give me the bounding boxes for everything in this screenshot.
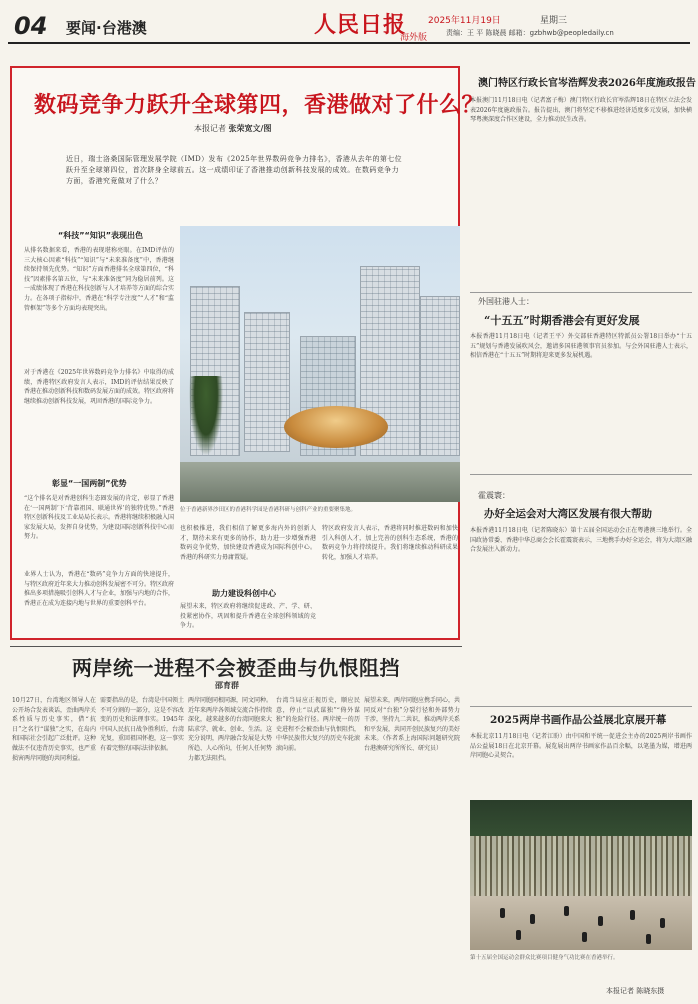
feature-column-4: 业界人士认为，香港在“数码”竞争力方面的快速提升，与特区政府近年来大力推动创科发展密不可分。特区政府推出多项措施吸引创科人才与企业，加强与内地的合作，香港正在成为连接内地与世界的重要创科平台。 <box>24 571 174 607</box>
logo-suffix: 海外版 <box>400 33 428 43</box>
performer <box>646 934 651 944</box>
performer <box>564 906 569 916</box>
issue-date: 2025年11月19日 <box>428 16 501 26</box>
games-text: 本报香港11月18日电（记者陈晓东）第十五届全国运动会正在粤港澳三地举行。全国政协常委、香港中华总商会会长霍震寰表示，三地携手办好全运会，将为大湾区融合发展注入新动力。 <box>470 527 692 554</box>
masthead <box>8 6 690 44</box>
exhibition-text: 本报北京11月18日电（记者江盼）由中国和平统一促进会主办的2025两岸书画作品公益展18日在北京开幕。展览展出两岸书画家作品百余幅，以笔墨为媒，增进两岸同胞心灵契合。 <box>470 733 692 760</box>
palm-tree <box>186 376 226 466</box>
divider <box>10 646 462 647</box>
feature-title: 数码竞争力跃升全球第四，香港做对了什么？ <box>34 92 485 118</box>
building <box>420 296 460 456</box>
arena-floor <box>470 896 692 950</box>
divider <box>470 706 692 707</box>
cross-strait-col-3: 两岸同胞同根同源，同文同种。近年来两岸各领域交流合作持续深化，越来越多的台湾同胞来大陆求学、就业、创业、生活。这充分说明，两岸融合发展是大势所趋、人心所向，任何人任何势力都无法阻挡。 <box>188 697 272 762</box>
cross-strait-author: 邵育群 <box>215 681 239 690</box>
feature-column-5: 也积极推进，我们相信了解更多海内外的创新人才，期待未来有更多的协作，助力进一步增强香港数码竞争优势，加快建设香港成为国际科创中心。香港的科研实力毋庸置疑。 <box>180 525 316 561</box>
golden-dome-building <box>284 406 388 448</box>
section-name: 要闻·台港澳 <box>66 19 147 37</box>
editors-line: 责编：王 平 陈晓晨 邮箱：gzbhwb@peopledaily.cn <box>446 29 614 37</box>
photo-caption: 位于香港新界沙田区的香港科学园是香港科研与创科产业的重要聚集地。 <box>180 507 357 513</box>
performer <box>500 908 505 918</box>
feature-lead: 近日，瑞士洛桑国际管理发展学院（IMD）发布《2025年世界数码竞争力排名》，香港从去年的第七位跃升至全球第四位，首次跻身全球前五。这一成绩印证了香港推动创新科技发展的成效。在数码竞争力方面，香港究竟做对了什么？ <box>66 155 403 185</box>
subhead-tech-knowledge: “科技”“知识”表现出色 <box>58 231 144 240</box>
photo2-caption: 第十五届全国运动会群众比赛项目健身气功比赛在香港举行。 <box>470 955 619 961</box>
subhead-science-center: 助力建设科创中心 <box>212 589 276 598</box>
feature-byline <box>194 123 271 134</box>
performer <box>516 930 521 940</box>
divider <box>470 292 692 293</box>
audience <box>470 836 692 896</box>
feature-article <box>10 66 485 640</box>
cross-strait-col-5: 展望未来，两岸同胞应携手同心，共同反对“台独”分裂行径和外部势力干涉，坚持九二共识，推动两岸关系和平发展，共同开创民族复兴的美好未来。（作者系上海国际问题研究院台港澳研究所所长、研究员） <box>364 697 460 752</box>
photo2-credit: 本报记者 陈晓东摄 <box>606 987 665 995</box>
subhead-one-country: 彰显“一国两制”优势 <box>52 479 127 488</box>
byline-name: 张荣宽文/图 <box>228 124 272 133</box>
performer <box>630 910 635 920</box>
performer <box>598 916 603 926</box>
hk-foreigners-text: 本报香港11月18日电（记者王平）外交部驻香港特区特派员公署18日举办“十五五”规划与香港发展吹风会，邀请多国驻港领事官员参加。与会外国驻港人士表示，相信香港在“十五五”时期将迎来更多发展机遇。 <box>470 333 692 360</box>
building <box>244 312 290 452</box>
issue-weekday: 星期三 <box>540 16 568 26</box>
macao-article-title: 澳门特区行政长官岑浩辉发表2026年度施政报告 <box>478 78 696 89</box>
cross-strait-title: 两岸统一进程不会被歪曲与仇恨阻挡 <box>72 656 400 680</box>
cross-strait-col-4: 台湾当局应正视历史，顺应民意，停止“以武谋独”“倚外谋独”的危险行径。两岸统一的历史进程不会被歪曲与仇恨阻挡，中华民族伟大复兴的历史车轮滚滚向前。 <box>276 697 360 752</box>
performer <box>582 932 587 942</box>
feature-column-1: 从排名数据来看，香港的表现堪称亮眼。在IMD评估的三大核心因素“科技”“知识”与“未来准备度”中，香港继续保持领先优势。“知识”方面香港排名全球第四位，“科技”因素排名第五位，与“未来准备度”同为稳居前列。这一成绩体现了香港在科技创新与人才培养等方面的综合实力。在各项子指标中，香港在“科学专注度”“人才”和“监管框架”等多个方面均表现突出。 <box>24 247 174 312</box>
hk-foreigners-kicker: 外国驻港人士： <box>478 297 534 306</box>
feature-column-6: 特区政府发言人表示，香港将同时推进数码和加快引入科创人才，加上完善的创科生态系统，香港的数码竞争力将持续提升。我们将继续推动科研成果转化，加强人才培养。 <box>322 525 458 561</box>
science-park-photo <box>180 226 460 502</box>
macao-article-text: 本报澳门11月18日电（记者富子梅）澳门特区行政长官岑浩辉18日在特区立法会发表2026年度施政报告。报告提出，澳门将坚定不移推进经济适度多元发展，加快横琴粤澳深度合作区建设，全力推动民生改善。 <box>470 97 692 124</box>
cross-strait-col-2: 需要指出的是，台湾是中国领土不可分割的一部分，这是不容改变的历史和法理事实。1945年中国人民抗日战争胜利后，台湾光复，重回祖国怀抱，这一事实有着完整的国际法律依据。 <box>100 697 184 752</box>
newspaper-logo: 人民日报 <box>314 12 407 38</box>
feature-column-3: “这个排名是对香港创科生态圈发展的肯定，彰显了香港在‘一国两制’下‘背靠祖国、联通世界’的独特优势。”香港特区创新科技及工业局局长表示。香港将继续积极融入国家发展大局，发挥自身优势，为建设国际创新科技中心而努力。 <box>24 495 174 541</box>
performer <box>660 918 665 928</box>
divider <box>470 474 692 475</box>
cross-strait-col-1: 10月27日，台湾地区领导人在公开场合发表谈话，歪曲两岸关系性质与历史事实，借“抗日”之名行“谋独”之实，在岛内和国际社会引起广泛批评。这种做法不仅违背历史事实，也严重损害两岸同胞的共同利益。 <box>12 697 96 762</box>
feature-column-2: 对于香港在《2025年世界数码竞争力排名》中取得的成绩，香港特区政府发言人表示，IMD的评估结果反映了香港在推动创新科技和数码发展方面的成效。特区政府将继续推动创新科技发展，巩固香港的国际竞争力。 <box>24 369 174 405</box>
exhibition-title: 2025两岸书画作品公益展北京展开幕 <box>490 714 667 726</box>
gymnastics-event-photo <box>470 800 692 950</box>
feature-column-7: 展望未来，特区政府将继续促进政、产、学、研、投紧密协作，巩固和提升香港在全球创科领域的竞争力。 <box>180 603 316 630</box>
byline-label: 本报记者 <box>194 124 226 133</box>
hk-foreigners-title: “十五五”时期香港会有更好发展 <box>484 314 640 327</box>
ground <box>180 462 460 502</box>
performer <box>530 914 535 924</box>
games-title: 办好全运会对大湾区发展有很大帮助 <box>484 508 652 520</box>
page-number: 04 <box>14 12 48 40</box>
games-kicker: 霍震寰： <box>478 491 510 500</box>
